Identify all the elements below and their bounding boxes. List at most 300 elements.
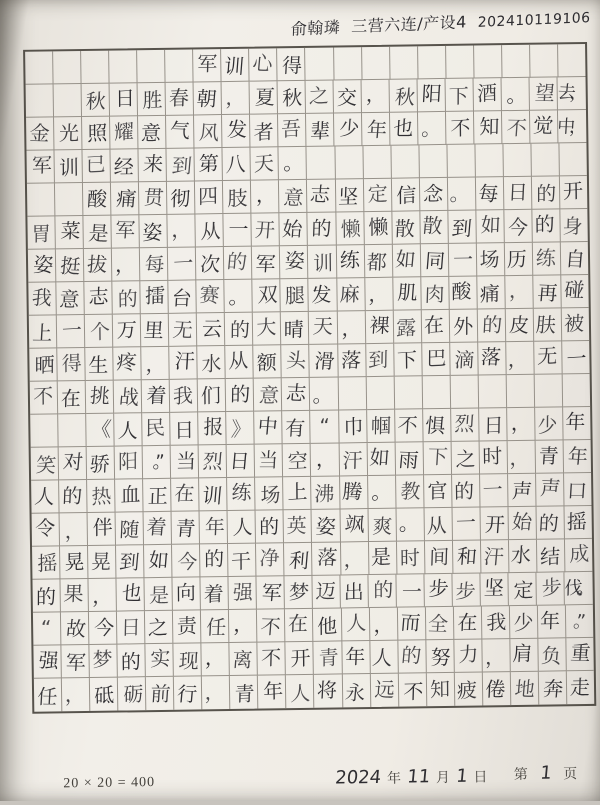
grid-cell — [254, 345, 283, 378]
grid-cell — [368, 575, 396, 608]
handwritten-char: 教 — [399, 479, 422, 504]
handwritten-char: 人 — [33, 484, 56, 509]
grid-cell — [396, 574, 424, 607]
handwritten-char: 四 — [197, 183, 218, 209]
handwritten-char: 。 — [399, 510, 420, 536]
handwritten-char: 碰 — [563, 277, 586, 303]
grid-cell — [34, 678, 63, 711]
manuscript-grid — [23, 42, 596, 714]
handwritten-char: 我 — [30, 285, 53, 311]
grid-cell — [257, 609, 286, 642]
grid-cell — [340, 575, 368, 608]
handwritten-char: 训 — [223, 54, 245, 79]
handwritten-char: 少 — [513, 609, 534, 636]
handwritten-char: “ — [319, 413, 330, 439]
handwritten-char: 下 — [397, 347, 418, 373]
handwritten-char: 是 — [371, 544, 392, 570]
grid-cell — [83, 150, 112, 183]
grid-cell — [476, 177, 505, 210]
handwritten-char: 肤 — [535, 312, 558, 338]
grid-cell — [449, 244, 478, 277]
handwritten-char: 声 — [539, 475, 562, 501]
handwritten-char: 的 — [225, 249, 248, 275]
grid-cell — [170, 412, 199, 445]
handwritten-char: 下 — [448, 83, 469, 109]
grid-cell — [366, 344, 395, 377]
grid-cell — [390, 112, 418, 145]
grid-cell — [278, 48, 307, 81]
handwritten-char: 梦 — [287, 579, 310, 605]
grid-cell — [336, 212, 365, 245]
grid-cell — [398, 607, 427, 640]
grid-cell — [531, 143, 560, 176]
handwritten-char: 次 — [199, 252, 221, 277]
handwritten-char: 光 — [58, 120, 80, 146]
grid-cell — [530, 110, 558, 143]
grid-cell — [173, 610, 202, 643]
handwritten-char: 阳 — [117, 448, 138, 474]
grid-cell — [112, 248, 141, 281]
grid-cell — [55, 216, 84, 249]
handwritten-char: 不 — [449, 115, 471, 141]
grid-cell — [229, 610, 258, 643]
handwritten-char: 青 — [538, 443, 560, 469]
grid-cell — [254, 378, 283, 411]
handwritten-char: 拔 — [85, 252, 108, 277]
handwritten-char: 无 — [537, 343, 558, 369]
handwritten-char: 现 — [177, 648, 200, 673]
handwritten-char: 成 — [569, 541, 590, 567]
handwritten-char: 胜 — [141, 87, 162, 113]
handwritten-char: 志 — [88, 283, 109, 309]
grid-cell — [340, 476, 369, 509]
handwritten-char: 吾 — [280, 116, 301, 142]
grid-cell — [141, 281, 170, 314]
handwritten-char: ， — [509, 445, 531, 471]
grid-cell — [337, 311, 366, 344]
handwritten-char: 砥 — [93, 682, 114, 708]
handwritten-char: 军 — [114, 217, 136, 243]
grid-cell — [475, 144, 504, 177]
handwritten-char: 晃 — [64, 549, 84, 575]
grid-cell — [452, 507, 481, 540]
grid-cell — [61, 612, 90, 645]
grid-cell — [418, 112, 446, 145]
grid-cell — [306, 81, 334, 114]
handwritten-char: 意 — [140, 120, 162, 146]
grid-cell — [335, 179, 364, 212]
handwritten-char: 腾 — [341, 479, 364, 504]
grid-cell — [280, 246, 309, 279]
grid-cell — [142, 413, 171, 446]
handwritten-char: 不 — [396, 413, 419, 438]
handwritten-char: 不 — [505, 115, 528, 141]
grid-cell — [421, 310, 450, 343]
grid-cell — [32, 546, 61, 579]
grid-cell — [114, 413, 143, 446]
grid-cell — [60, 546, 89, 579]
grid-cell — [480, 474, 509, 507]
grid-cell — [170, 379, 199, 412]
handwritten-char: ， — [114, 252, 136, 277]
handwritten-char: 不 — [32, 383, 53, 409]
grid-cell — [341, 542, 370, 575]
handwritten-char: 强 — [231, 580, 254, 605]
grid-cell — [286, 675, 315, 708]
grid-cell — [396, 475, 425, 508]
grid-cell — [90, 678, 119, 711]
grid-cell — [562, 341, 590, 374]
handwritten-char: 中， — [556, 116, 582, 138]
grid-cell — [312, 575, 340, 608]
grid-cell — [480, 507, 509, 540]
handwritten-char: 皮 — [508, 312, 531, 338]
handwritten-char: 空 — [287, 448, 308, 474]
grid-cell — [223, 181, 252, 214]
grid-cell — [26, 84, 54, 117]
handwritten-char: ， — [204, 679, 226, 705]
grid-cell — [222, 82, 250, 115]
grid-cell — [118, 677, 147, 710]
handwritten-char: 烈 — [453, 411, 476, 436]
handwritten-char: 挺 — [58, 253, 82, 279]
grid-cell — [201, 610, 230, 643]
handwritten-char: 笑 — [34, 452, 57, 478]
handwritten-char: 故 — [64, 616, 87, 642]
handwritten-char: 来 — [141, 151, 165, 177]
handwritten-char: 落 — [480, 344, 503, 370]
handwritten-char: 的 — [538, 511, 560, 536]
handwritten-char: 意 — [258, 383, 280, 408]
grid-cell — [478, 342, 507, 375]
handwritten-char: 自 — [564, 246, 587, 272]
page-prefix-label: 第 — [513, 767, 528, 784]
handwritten-char: 日 — [173, 417, 194, 443]
handwritten-char: 随 — [118, 517, 140, 542]
grid-cell — [284, 576, 312, 609]
handwritten-char: 水 — [510, 543, 532, 568]
handwritten-char: 头 — [285, 348, 307, 373]
handwritten-char: 个 — [89, 318, 110, 345]
handwritten-char: 的 — [454, 478, 475, 504]
handwritten-char: 们 — [200, 382, 221, 409]
grid-cell — [114, 380, 143, 413]
grid-cell — [222, 115, 250, 148]
handwritten-char: 历 — [507, 246, 528, 272]
grid-cell — [278, 114, 306, 147]
grid-cell — [453, 540, 482, 573]
grid-cell — [202, 676, 231, 709]
grid-cell — [143, 446, 172, 479]
grid-cell — [448, 211, 477, 244]
handwritten-char: 也 — [120, 580, 143, 606]
handwritten-char: 从 — [227, 347, 249, 374]
handwritten-char: 生 — [87, 352, 109, 378]
handwritten-char: 上 — [287, 479, 308, 505]
grid-cell — [307, 179, 336, 212]
handwritten-char: 知 — [478, 114, 500, 139]
handwritten-char: 而 — [399, 610, 422, 635]
handwritten-char: 如 — [394, 247, 417, 272]
handwritten-char: 痛 — [480, 281, 501, 307]
handwritten-char: 额 — [256, 350, 277, 375]
grid-cell — [425, 541, 454, 574]
handwritten-char: 巴 — [426, 345, 447, 371]
handwritten-char: 同 — [424, 248, 447, 274]
grid-cell — [341, 608, 370, 641]
handwritten-char: 他 — [317, 613, 338, 639]
handwritten-char: 意 — [58, 287, 80, 312]
handwritten-char: 当 — [175, 448, 197, 474]
handwritten-char: 永 — [344, 679, 367, 705]
grid-cell — [286, 642, 315, 675]
handwritten-char: 年 — [204, 514, 226, 539]
handwritten-char: 的 — [534, 211, 556, 237]
grid-cell — [397, 541, 426, 574]
handwritten-char: 里 — [142, 318, 165, 343]
grid-cell — [424, 475, 453, 508]
grid-cell — [393, 310, 422, 343]
grid-cell — [530, 77, 558, 110]
grid-count-label: 20 × 20 = 400 — [63, 775, 156, 792]
grid-cell — [113, 347, 142, 380]
grid-cell — [477, 243, 506, 276]
handwritten-char: 日 — [120, 614, 141, 640]
handwritten-char: 步 — [427, 576, 450, 601]
grid-cell — [138, 116, 166, 149]
grid-cell — [454, 639, 483, 672]
handwritten-char: ， — [507, 347, 530, 372]
grid-cell — [255, 444, 284, 477]
grid-cell — [226, 346, 255, 379]
grid-cell — [477, 276, 506, 309]
grid-cell — [228, 544, 257, 577]
grid-cell — [560, 209, 588, 242]
handwritten-char: 落 — [340, 348, 362, 373]
handwritten-char: 。 — [227, 284, 250, 310]
handwritten-char: 任 — [36, 684, 58, 709]
handwritten-char: 心 — [251, 50, 274, 76]
grid-cell — [169, 280, 198, 313]
handwritten-char: 经 — [112, 154, 135, 179]
handwritten-char: 日 — [228, 448, 251, 474]
handwritten-char: 砺 — [122, 681, 144, 707]
grid-cell — [559, 143, 587, 176]
handwritten-char: 夏 — [253, 85, 276, 110]
grid-cell — [337, 278, 366, 311]
handwritten-char: 。 — [312, 382, 334, 408]
grid-cell — [86, 414, 115, 447]
handwritten-char: 每 — [144, 251, 165, 277]
handwritten-char: ， — [368, 282, 391, 307]
handwritten-char: 年 — [540, 608, 561, 633]
grid-cell — [398, 673, 427, 706]
grid-cell — [447, 145, 476, 178]
grid-cell — [563, 440, 591, 473]
grid-cell — [508, 474, 537, 507]
handwritten-char: 一 — [400, 579, 422, 604]
grid-cell — [452, 573, 480, 606]
handwritten-char: 散 — [394, 216, 416, 241]
handwritten-char: 的 — [481, 312, 504, 337]
grid-cell — [340, 509, 369, 542]
handwritten-char: 实 — [149, 646, 171, 671]
grid-cell — [28, 282, 57, 315]
handwritten-char: 不 — [259, 614, 282, 640]
handwritten-char: 第 — [198, 151, 219, 176]
grid-cell — [398, 640, 427, 673]
handwritten-char: 被 — [564, 311, 585, 336]
grid-cell — [308, 212, 337, 245]
grid-cell — [60, 579, 88, 612]
grid-cell — [117, 611, 146, 644]
grid-cell — [172, 577, 200, 610]
grid-cell — [314, 641, 343, 674]
grid-cell — [54, 117, 82, 150]
grid-cell — [56, 249, 85, 282]
handwritten-char: 到 — [451, 215, 474, 241]
grid-cell — [227, 478, 256, 511]
handwritten-char: 开 — [484, 512, 507, 537]
handwritten-char: 耀 — [113, 119, 134, 145]
handwritten-char: 不 — [403, 678, 424, 704]
grid-cell — [338, 344, 367, 377]
grid-cell — [62, 678, 91, 711]
grid-cell — [474, 111, 502, 144]
handwritten-char: 利 — [288, 548, 311, 573]
grid-cell — [339, 410, 368, 443]
handwritten-char: 步 — [541, 574, 562, 601]
handwritten-char: 雨 — [397, 447, 420, 473]
grid-cell — [89, 645, 118, 678]
handwritten-char: 赛 — [198, 282, 221, 308]
handwritten-char: 在 — [173, 481, 196, 506]
handwritten-char: 将 — [316, 677, 338, 702]
grid-cell — [391, 145, 420, 178]
handwritten-char: 觉 — [531, 113, 554, 138]
handwritten-char: 远 — [373, 676, 396, 702]
handwritten-char: 摇 — [36, 550, 58, 576]
date-day: 1 — [455, 765, 469, 787]
grid-cell — [394, 376, 423, 409]
grid-cell — [174, 643, 203, 676]
grid-cell — [455, 672, 484, 705]
handwritten-char: 的 — [35, 584, 56, 610]
handwritten-char: 军 — [196, 51, 218, 77]
grid-cell — [171, 478, 200, 511]
handwritten-char: 云 — [201, 316, 223, 341]
handwritten-char: 沸 — [313, 481, 335, 507]
grid-cell — [280, 213, 309, 246]
grid-cell — [30, 381, 59, 414]
grid-cell — [392, 211, 421, 244]
grid-cell — [193, 49, 222, 82]
grid-cell — [509, 540, 538, 573]
handwritten-char: 懒 — [368, 214, 389, 240]
grid-cell — [225, 313, 254, 346]
handwritten-char: 的 — [258, 514, 280, 540]
handwritten-char: 骄 — [88, 451, 110, 477]
handwritten-char: 迈 — [314, 579, 336, 604]
grid-cell — [561, 275, 589, 308]
handwritten-char: 人 — [232, 514, 253, 540]
grid-cell — [144, 512, 173, 545]
handwritten-char: 训 — [58, 155, 79, 181]
handwritten-char: 得 — [61, 350, 82, 376]
grid-cell — [477, 309, 506, 342]
handwritten-char: 英 — [286, 513, 307, 538]
grid-cell — [393, 277, 422, 310]
grid-cell — [200, 511, 229, 544]
handwritten-char: 志 — [285, 380, 308, 406]
grid-cell — [258, 642, 287, 675]
footer — [5, 759, 600, 793]
handwritten-char: 痛 — [114, 186, 138, 212]
grid-cell — [502, 111, 530, 144]
handwritten-char: 的 — [229, 317, 250, 343]
grid-cell — [363, 179, 392, 212]
handwritten-char: 场 — [479, 246, 500, 273]
grid-cell — [392, 178, 421, 211]
handwritten-char: 发 — [226, 117, 248, 142]
grid-cell — [446, 112, 474, 145]
grid-cell — [33, 645, 62, 678]
handwritten-char: 贯 — [142, 185, 165, 210]
grid-cell — [227, 445, 256, 478]
grid-cell — [30, 414, 59, 447]
grid-cell — [426, 607, 455, 640]
handwritten-char: 疲 — [457, 677, 478, 703]
grid-cell — [564, 473, 592, 506]
grid-cell — [28, 249, 57, 282]
handwritten-char: 汗 — [342, 448, 363, 473]
grid-cell — [368, 509, 397, 542]
grid-cell — [481, 540, 510, 573]
handwritten-char: 行 — [175, 681, 199, 706]
grid-cell — [532, 209, 561, 242]
handwritten-char: 人 — [346, 610, 367, 636]
handwritten-char: 露 — [396, 315, 417, 341]
grid-cell — [84, 249, 113, 282]
handwritten-char: 一 — [452, 247, 474, 272]
handwritten-char: 坚 — [337, 184, 359, 209]
handwritten-char: “ — [40, 615, 53, 640]
grid-cell — [112, 215, 141, 248]
grid-cell — [566, 638, 594, 671]
handwritten-char: ， — [315, 445, 337, 472]
handwritten-char: ， — [343, 547, 365, 572]
grid-cell — [510, 606, 539, 639]
handwritten-char: 是 — [148, 583, 170, 608]
grid-cell — [29, 315, 58, 348]
grid-cell — [283, 477, 312, 510]
grid-cell — [194, 115, 222, 148]
grid-cell — [482, 606, 511, 639]
grid-cell — [226, 412, 255, 445]
grid-cell — [369, 608, 398, 641]
handwritten-char: 人 — [371, 645, 394, 670]
page-suffix-label: 页 — [563, 767, 578, 783]
grid-cell — [422, 343, 451, 376]
handwritten-char: 酸 — [86, 186, 108, 211]
grid-cell — [312, 542, 341, 575]
grid-cell — [338, 377, 367, 410]
grid-cell — [252, 213, 281, 246]
handwritten-char: 倦 — [485, 676, 507, 701]
grid-cell — [226, 379, 255, 412]
handwritten-char: 再 — [536, 280, 560, 306]
grid-cell — [474, 45, 503, 78]
